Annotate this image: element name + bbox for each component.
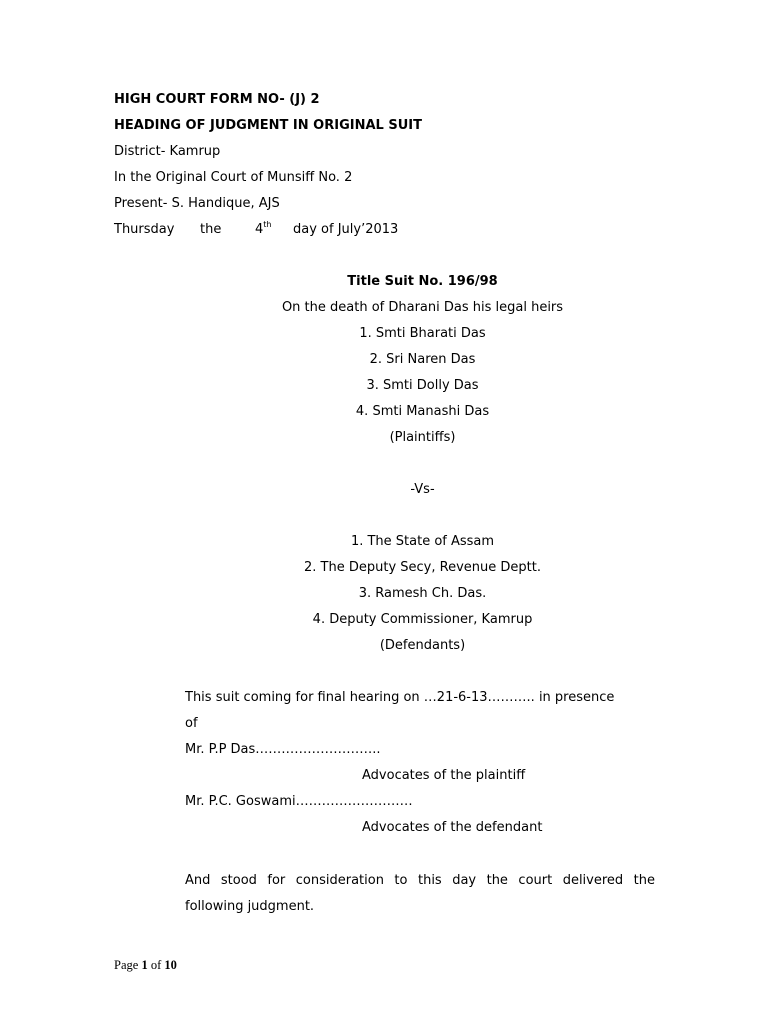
consideration-text: And stood for consideration to this day the court delivered the bbox=[185, 873, 655, 888]
form-number: HIGH COURT FORM NO- (J) 2 bbox=[114, 92, 320, 107]
plaintiff-item: 4. Smti Manashi Das bbox=[355, 404, 490, 419]
versus: -Vs- bbox=[410, 482, 435, 497]
date-the: the bbox=[200, 222, 222, 237]
judgment-heading: HEADING OF JUDGMENT IN ORIGINAL SUIT bbox=[114, 118, 422, 133]
defendants-label: (Defendants) bbox=[379, 638, 466, 653]
of-word: of bbox=[150, 958, 162, 972]
hearing-line: This suit coming for final hearing on …21-6-13……….. in presence bbox=[185, 690, 615, 705]
plaintiff-item: 2. Sri Naren Das bbox=[369, 352, 476, 367]
defendant-advocate-role: Advocates of the defendant bbox=[362, 820, 543, 835]
defendant-item: 2. The Deputy Secy, Revenue Deptt. bbox=[304, 560, 541, 575]
following-judgment: following judgment. bbox=[185, 899, 315, 914]
district: District- Kamrup bbox=[114, 144, 221, 159]
page-footer bbox=[114, 958, 177, 973]
court-name: In the Original Court of Munsiff No. 2 bbox=[114, 170, 353, 185]
presiding-officer: Present- S. Handique, AJS bbox=[114, 196, 280, 211]
plaintiff-advocate-role: Advocates of the plaintiff bbox=[362, 768, 526, 783]
plaintiff-item: 1. Smti Bharati Das bbox=[359, 326, 486, 341]
plaintiff-advocate: Mr. P.P Das……………………….. bbox=[185, 742, 381, 757]
page-word: Page bbox=[114, 958, 139, 972]
defendant-advocate: Mr. P.C. Goswami……………………… bbox=[185, 794, 413, 809]
page-number: 1 bbox=[141, 958, 148, 972]
plaintiffs-label: (Plaintiffs) bbox=[389, 430, 456, 445]
hearing-line-continued: of bbox=[185, 716, 198, 731]
date-day-suffix: th bbox=[263, 220, 272, 229]
date-month-year: day of July’2013 bbox=[293, 222, 399, 237]
defendant-item: 1. The State of Assam bbox=[350, 534, 495, 549]
legal-heirs-intro: On the death of Dharani Das his legal heirs bbox=[281, 300, 564, 315]
plaintiff-item: 3. Smti Dolly Das bbox=[366, 378, 479, 393]
suit-title: Title Suit No. 196/98 bbox=[347, 274, 498, 289]
defendant-item: 3. Ramesh Ch. Das. bbox=[358, 586, 487, 601]
date-weekday: Thursday bbox=[114, 222, 175, 237]
defendant-item: 4. Deputy Commissioner, Kamrup bbox=[312, 612, 533, 627]
page-total: 10 bbox=[164, 958, 177, 972]
date-day-number: 4th bbox=[255, 220, 272, 237]
